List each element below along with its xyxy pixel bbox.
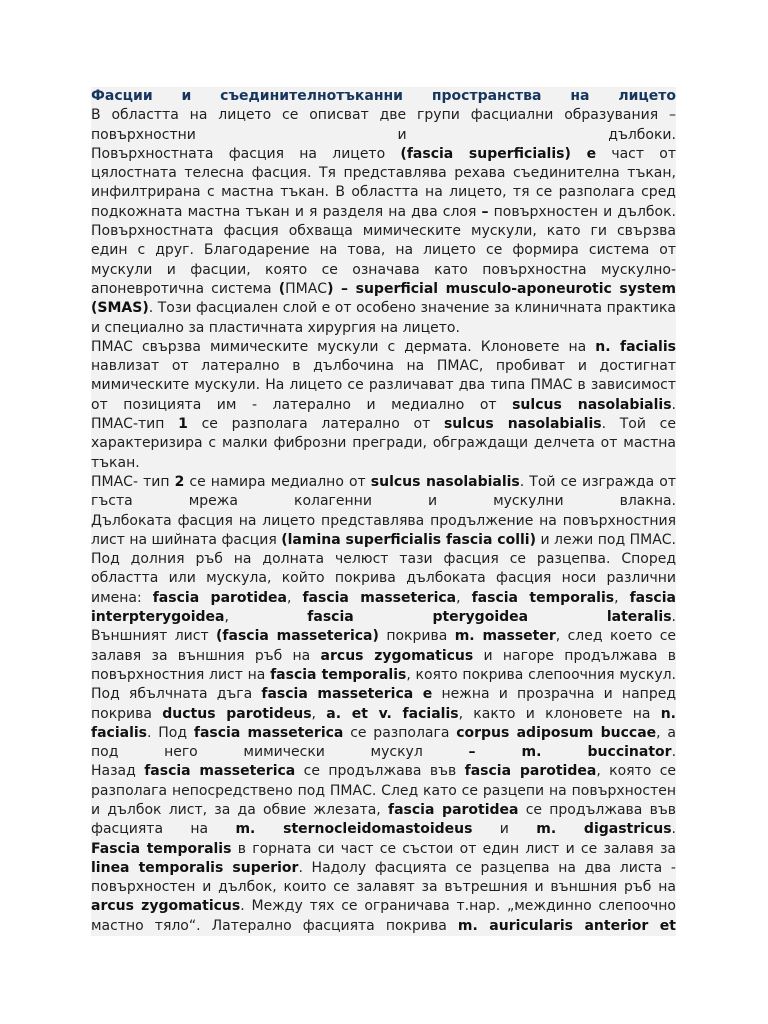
bold-term: corpus adiposum buccae xyxy=(456,724,657,741)
paragraph xyxy=(91,840,676,936)
text-run: Дълбоката фасция на лицето представлява продължение на повърхностния лист на шийната фасция xyxy=(91,512,676,548)
text-run: , след което се залавя за външния ръб на xyxy=(91,628,677,664)
bold-term: m. masseter xyxy=(454,628,556,645)
bold-term: a. et v. facialis xyxy=(326,705,459,722)
bold-term: fascia masseterica xyxy=(302,589,457,606)
paragraph xyxy=(91,473,676,512)
text-run: ПМАС- тип xyxy=(91,473,175,490)
bold-term: n. facialis xyxy=(595,338,676,355)
bold-term: m. auricularis anterior et xyxy=(457,917,676,934)
bold-term: n. facialis xyxy=(91,705,676,741)
bold-term: 1 xyxy=(178,416,188,433)
bold-term: fascia parotidea xyxy=(464,763,597,780)
paragraphs-container xyxy=(91,106,676,936)
bold-term: (fascia masseterica) xyxy=(216,628,379,645)
bold-term: (fascia superficialis) е xyxy=(400,145,597,162)
text-run: част от цялостната телесна фасция. Тя представлява рехава съединителна тъкан, инфилтрирана с мастна тъкан. В областта на лицето, тя се разполага сред подкожната мастна тъкан и я разделя на два слоя xyxy=(91,145,677,220)
bold-term: fascia temporalis xyxy=(471,589,615,606)
text-run: , xyxy=(311,705,327,722)
text-run: се продължава във xyxy=(295,763,465,780)
bold-term: (lamina superficialis fascia colli) xyxy=(281,531,536,548)
text-run: се намира медиално от xyxy=(184,473,371,490)
text-run: ПМАС xyxy=(285,280,328,297)
text-run: повърхностен и дълбок. Повърхностната фасция обхваща мимическите мускули, като ги свързва един с друг. Благодарение на това, на лицето се формира система от мускули и фасции, която се означава като повърхностна мускулно-апоневротична система xyxy=(91,203,676,297)
text-run: Повърхностната фасция на лицето xyxy=(91,145,401,162)
bold-term: fascia masseterica xyxy=(144,763,296,780)
text-run: покрива xyxy=(378,628,455,645)
bold-term: m. digastricus xyxy=(536,821,672,838)
text-run: . Той се изгражда от гъста мрежа колагенни и мускулни влакна. xyxy=(91,473,676,510)
bold-term: – m. buccinator xyxy=(468,744,672,761)
paragraph xyxy=(91,762,676,839)
bold-term: fascia pterygoidea lateralis xyxy=(307,609,672,626)
text-run: В областта на лицето се описват две групи фасциални образувания – повърхностни и дълбоки. xyxy=(91,107,676,143)
text-run: навлизат от латерално в дълбочина на ПМАС, пробиват и достигнат мимическите мускули. На лицето се различават два типа ПМАС в зависимост от позицията им - латерално и медиално от xyxy=(91,358,676,413)
text-run: . xyxy=(671,744,677,761)
text-run: ПМАС свързва мимическите мускули с дермата. Клоновете на xyxy=(91,338,596,355)
bold-term: sulcus nasolabialis xyxy=(512,396,672,413)
bold-term: fascia parotidea xyxy=(387,801,519,818)
text-run: , xyxy=(614,589,630,606)
text-run: в горната си част се състои от един лист и се залавя за xyxy=(231,840,676,857)
text-run: , както и клоновете на xyxy=(458,705,661,722)
bold-term: fascia interpterygoidea xyxy=(91,589,676,626)
bold-term: ( xyxy=(278,280,286,297)
text-run: Назад xyxy=(91,763,145,780)
bold-term: m. sternocleidomastoideus xyxy=(235,821,473,838)
bold-term: – xyxy=(481,203,489,220)
bold-term: Fascia temporalis xyxy=(91,840,232,857)
text-run: Външният лист xyxy=(91,628,217,645)
text-run: , xyxy=(456,589,472,606)
text-run: . Между тях се ограничава т.нар. „междинно слепоочно мастно тяло“. Латерално фасцията покрива xyxy=(91,898,676,934)
bold-term: arcus zygomaticus xyxy=(91,898,241,915)
bold-term: sulcus nasolabialis xyxy=(370,473,520,490)
paragraph xyxy=(91,106,676,145)
text-run: , която се разполага непосредствено под ПМАС. След като се разцепи на повърхностен и дълбок лист, за да обвие жлезата, xyxy=(91,763,676,818)
text-run: и лежи под ПМАС. Под долния ръб на долната челюст тази фасция се разцепва. Според областта или мускула, който покрива дълбоката фасция носи различни имена: xyxy=(91,531,676,606)
paragraph xyxy=(91,415,676,473)
document-title: Фасции и съединителнотъканни пространства на лицето xyxy=(91,88,676,104)
text-run: , а под него мимически мускул xyxy=(91,724,677,761)
text-run: . Под xyxy=(147,724,194,741)
bold-term: fascia masseterica xyxy=(193,724,344,741)
text-run: се разполага латерално от xyxy=(187,416,444,433)
text-run: . Той се характеризира с малки фиброзни прегради, обграждащи делчета от мастна тъкан. xyxy=(91,416,676,471)
bold-term: fascia temporalis xyxy=(270,666,407,683)
paragraph xyxy=(91,338,676,415)
text-run: . xyxy=(671,609,676,626)
paragraph xyxy=(91,512,676,628)
bold-term: fascia masseterica е xyxy=(261,686,433,703)
text-run: , xyxy=(287,589,303,606)
text-run: се разполага xyxy=(343,724,457,741)
paragraph xyxy=(91,627,676,762)
paragraph xyxy=(91,145,676,338)
bold-term: linea temporalis superior xyxy=(91,859,299,876)
text-run: , която покрива слепоочния мускул. Под ябълчната дъга xyxy=(91,666,676,703)
text-run: . Този фасциален слой е от особено значение за клиничната практика и специално за пластичната хирургия на лицето. xyxy=(91,300,676,336)
text-run: се продължава във фасцията на xyxy=(91,801,677,838)
text-run: , xyxy=(224,609,308,626)
bold-term: arcus zygomaticus xyxy=(320,647,474,664)
text-run: нежна и прозрачна и напред покрива xyxy=(91,686,676,722)
text-run: ПМАС-тип xyxy=(91,416,179,433)
text-run: . xyxy=(671,396,676,413)
bold-term: ) – superficial musculo-aponeurotic system (SMAS) xyxy=(91,280,676,317)
text-run: и нагоре продължава в повърхностния лист на xyxy=(91,647,676,683)
bold-term: ductus parotideus xyxy=(162,705,312,722)
text-run: . xyxy=(671,821,676,838)
bold-term: 2 xyxy=(174,473,185,490)
text-run: и xyxy=(472,821,537,838)
bold-term: sulcus nasolabialis xyxy=(443,416,602,433)
bold-term: fascia parotidea xyxy=(152,589,287,606)
text-body xyxy=(91,87,676,936)
text-run: . Надолу фасцията се разцепва на два листа - повърхностен и дълбок, които се залавят за вътрешния и външния ръб на xyxy=(91,859,676,896)
